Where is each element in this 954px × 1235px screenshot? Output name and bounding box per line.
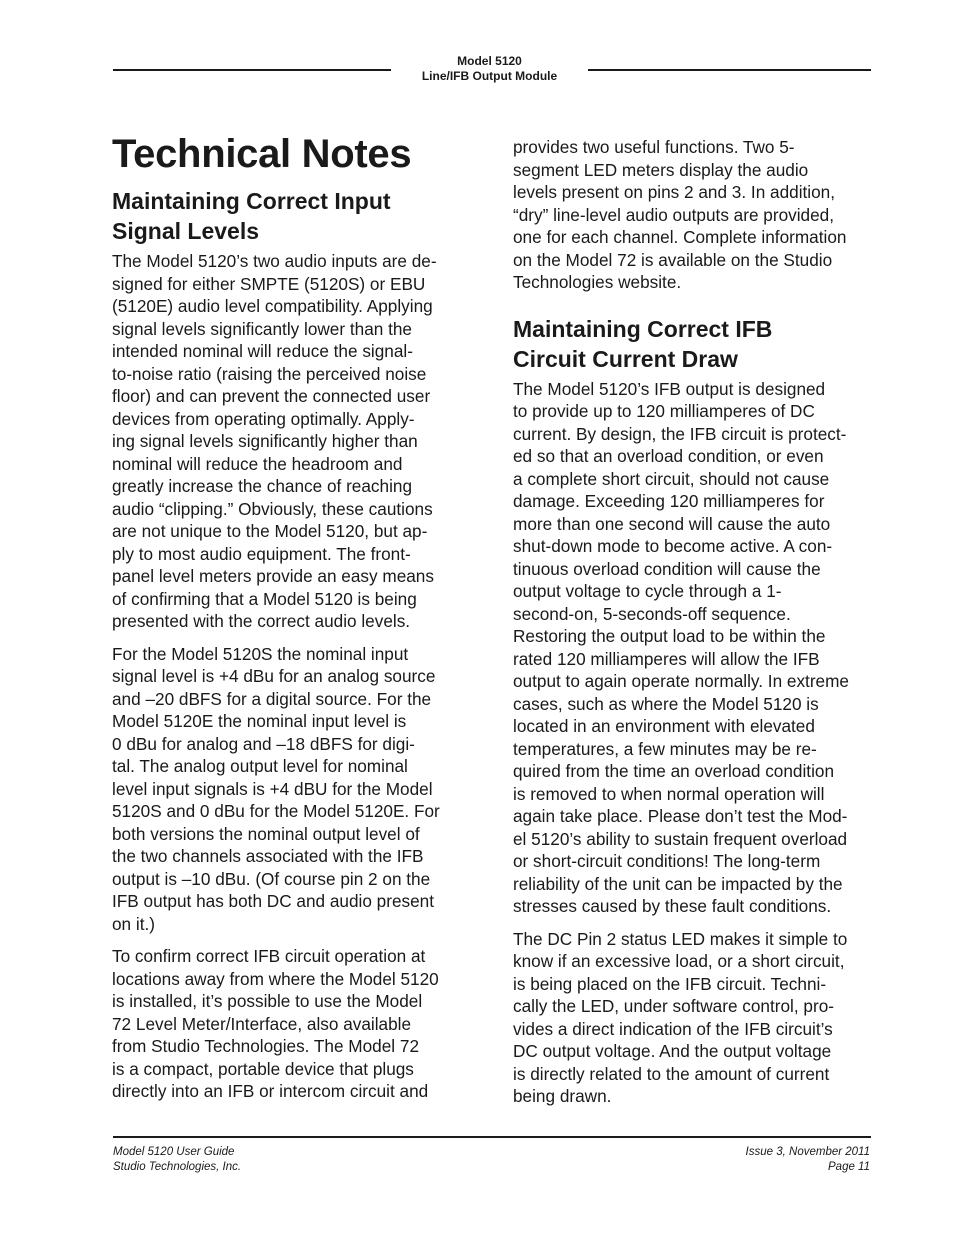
footer-page-number: Page 11: [828, 1161, 870, 1173]
paragraph-continued: provides two useful functions. Two 5- segment LED meters display the audio levels present on pins 2 and 3. In addition, “dry” line-level audio outputs are provided, one for each channel. Complete information on the Model 72 is available on the Studio Technologies website.: [513, 137, 847, 292]
footer-issue: Issue 3, November 2011: [745, 1146, 870, 1158]
footer-right: [746, 1145, 870, 1175]
paragraph: The Model 5120’s two audio inputs are de- signed for either SMPTE (5120S) or EBU (5120E) audio level compatibility. Applying signal levels significantly lower than the intended nominal will reduce the signal- to-noise ratio (raising the perceived noise floor) and can prevent the connected user devices from operating optimally. Apply- ing signal levels significantly higher than nominal will reduce the headroom and greatly increase the chance of reaching audio “clipping.” Obviously, these cautions are not unique to the Model 5120, but ap- ply to most audio equipment. The front- panel level meters provide an easy means of confirming that a Model 5120 is being presented with the correct audio levels.: [112, 251, 437, 631]
paragraph: The DC Pin 2 status LED makes it simple to know if an excessive load, or a short circuit, is being placed on the IFB circuit. Techni- cally the LED, under software control, pro- vides a direct indication of the IFB circuit’s DC output voltage. And the output voltage is directly related to the amount of current being drawn.: [513, 928, 848, 1106]
header-model: Model 5120: [457, 54, 522, 68]
running-header: [391, 54, 588, 84]
left-column: [112, 128, 478, 1113]
header-rule-right: [588, 69, 871, 71]
paragraph: To confirm correct IFB circuit operation at locations away from where the Model 5120 is installed, it’s possible to use the Model 72 Level Meter/Interface, also available from Studio Technologies. The Model 72 is a compact, portable device that plugs directly into an IFB or intercom circuit and: [112, 946, 439, 1101]
footer-left: [113, 1145, 241, 1175]
footer-rule: [113, 1136, 871, 1138]
section-heading-input-levels: Maintaining Correct Input Signal Levels: [112, 188, 391, 244]
section-heading-ifb-current: Maintaining Correct IFB Circuit Current Draw: [513, 315, 773, 372]
footer-company: Studio Technologies, Inc.: [113, 1161, 242, 1173]
header-subtitle: Line/IFB Output Module: [421, 69, 558, 83]
page-title: Technical Notes: [112, 132, 412, 176]
header-rule-left: [113, 69, 391, 71]
footer-guide-title: Model 5120 User Guide: [113, 1146, 235, 1158]
right-column: [513, 136, 879, 1118]
paragraph: For the Model 5120S the nominal input signal level is +4 dBu for an analog source and –20 dBFS for a digital source. For the Model 5120E the nominal input level is 0 dBu for analog and –18 dBFS for digi- tal. The analog output level for nominal level input signals is +4 dBU for the Model 5120S and 0 dBu for the Model 5120E. For both versions the nominal output level of the two channels associated with the IFB output is –10 dBu. (Of course pin 2 on the IFB output has both DC and audio present on it.): [112, 643, 440, 934]
paragraph: The Model 5120’s IFB output is designed to provide up to 120 milliamperes of DC current. By design, the IFB circuit is protect- ed so that an overload condition, or even a complete short circuit, should not cause damage. Exceeding 120 milliamperes for more than one second will cause the auto shut-down mode to become active. A con- tinuous overload condition will cause the output voltage to cycle through a 1- second-on, 5-seconds-off sequence. Restoring the output load to be within the rated 120 milliamperes will allow the IFB output to again operate normally. In extreme cases, such as where the Model 5120 is located in an environment with elevated temperatures, a few minutes may be re- quired from the time an overload condition is removed to when normal operation will again take place. Please don’t test the Mod- el 5120’s ability to sustain frequent overload or short-circuit conditions! The long-term reliability of the unit can be impacted by the stresses caused by these fault conditions.: [513, 378, 849, 916]
